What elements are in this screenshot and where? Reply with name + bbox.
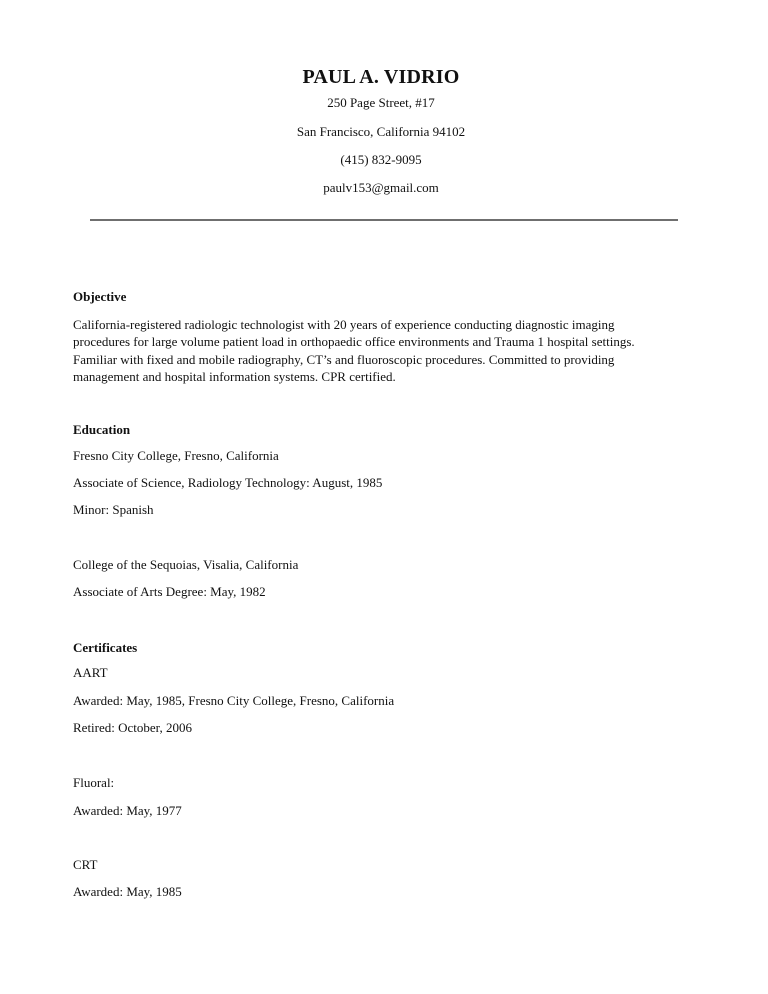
- certificate-name: AART: [73, 665, 108, 680]
- education-school: Fresno City College, Fresno, California: [73, 448, 279, 463]
- phone-number: (415) 832-9095: [340, 152, 422, 167]
- email-address: paulv153@gmail.com: [323, 180, 439, 195]
- certificate-awarded: Awarded: May, 1977: [73, 803, 182, 818]
- certificate-name: CRT: [73, 857, 98, 872]
- education-minor: Minor: Spanish: [73, 502, 154, 517]
- objective-line: management and hospital information systems. CPR certified.: [73, 368, 396, 384]
- objective-line: procedures for large volume patient load in orthopaedic office environments and Trauma 1 hospital settings.: [73, 334, 635, 350]
- objective-line: California-registered radiologic technologist with 20 years of experience conducting diagnostic imaging: [73, 317, 615, 332]
- certificate-name: Fluoral:: [73, 775, 115, 790]
- education-heading: Education: [73, 422, 131, 437]
- objective-line: Familiar with fixed and mobile radiography, CT’s and fluoroscopic procedures. Committed to providing: [73, 351, 615, 367]
- education-degree: Associate of Arts Degree: May, 1982: [73, 584, 266, 599]
- education-school: College of the Sequoias, Visalia, California: [73, 557, 299, 572]
- certificate-awarded: Awarded: May, 1985, Fresno City College, Fresno, California: [73, 693, 395, 708]
- objective-heading: Objective: [73, 289, 127, 304]
- address-line-2: San Francisco, California 94102: [296, 124, 466, 139]
- education-degree: Associate of Science, Radiology Technology: August, 1985: [73, 475, 383, 490]
- header-divider: [90, 219, 678, 221]
- objective-paragraph: [73, 316, 673, 385]
- certificates-heading: Certificates: [73, 640, 138, 655]
- address-line-1: 250 Page Street, #17: [327, 95, 435, 110]
- certificate-awarded: Awarded: May, 1985: [73, 884, 182, 899]
- certificate-retired: Retired: October, 2006: [73, 720, 192, 735]
- candidate-name: PAUL A. VIDRIO: [302, 66, 460, 88]
